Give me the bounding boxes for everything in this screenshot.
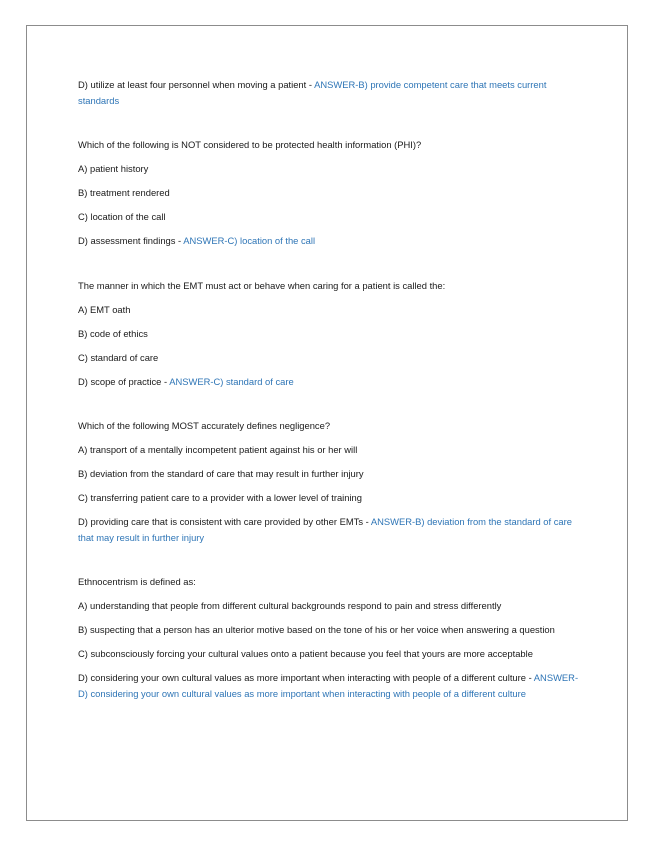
- question-text: The manner in which the EMT must act or behave when caring for a patient is called the:: [78, 279, 446, 291]
- answer-text: ANSWER-C) location of the call: [183, 235, 316, 246]
- question-block-3: [78, 418, 583, 545]
- option-c: C) location of the call: [78, 211, 166, 222]
- option-b: B) treatment rendered: [78, 187, 170, 198]
- option-text: D) considering your own cultural values as more important when interacting with people of a different culture -: [78, 672, 534, 683]
- option-text: D) scope of practice -: [78, 375, 170, 387]
- option-c: C) subconsciously forcing your cultural values onto a patient because you feel that yours are more acceptable: [78, 648, 533, 659]
- question-text: Which of the following MOST accurately defines negligence?: [78, 420, 331, 431]
- answer-text: ANSWER-B) deviation from the standard of care that may result in further injury: [78, 516, 572, 543]
- option-text: D) utilize at least four personnel when moving a patient -: [78, 79, 315, 90]
- question-block-4: [78, 574, 583, 701]
- document-page: [26, 25, 628, 821]
- question-text: Ethnocentrism is defined as:: [78, 576, 196, 587]
- option-text: D) providing care that is consistent with care provided by other EMTs -: [78, 516, 371, 527]
- option-a: A) EMT oath: [78, 303, 131, 315]
- option-b: B) deviation from the standard of care that may result in further injury: [78, 468, 364, 479]
- option-d: [78, 374, 583, 390]
- option-a: A) patient history: [78, 163, 149, 174]
- option-d: [78, 233, 583, 249]
- option-b: B) suspecting that a person has an ulterior motive based on the tone of his or her voice when answering a question: [78, 624, 555, 635]
- question-block-1: [78, 137, 583, 249]
- option-c: C) standard of care: [78, 351, 159, 363]
- option-b: B) code of ethics: [78, 327, 148, 339]
- continuation-option-d: [78, 77, 583, 108]
- answer-text: ANSWER-C) standard of care: [169, 375, 294, 387]
- answer-text: ANSWER-B) provide competent care that meets current standards: [78, 79, 547, 106]
- option-a: A) understanding that people from different cultural backgrounds respond to pain and stress differently: [78, 600, 502, 611]
- option-d: [78, 514, 583, 545]
- option-c: C) transferring patient care to a provider with a lower level of training: [78, 492, 362, 503]
- option-text: D) assessment findings -: [78, 235, 184, 246]
- answer-text: ANSWER-D) considering your own cultural values as more important when interacting with people of a different culture: [78, 672, 579, 699]
- document-body: [78, 77, 583, 701]
- question-block-2: [78, 278, 583, 390]
- question-text: Which of the following is NOT considered to be protected health information (PHI)?: [78, 139, 422, 150]
- option-d: [78, 670, 583, 701]
- option-a: A) transport of a mentally incompetent patient against his or her will: [78, 444, 358, 455]
